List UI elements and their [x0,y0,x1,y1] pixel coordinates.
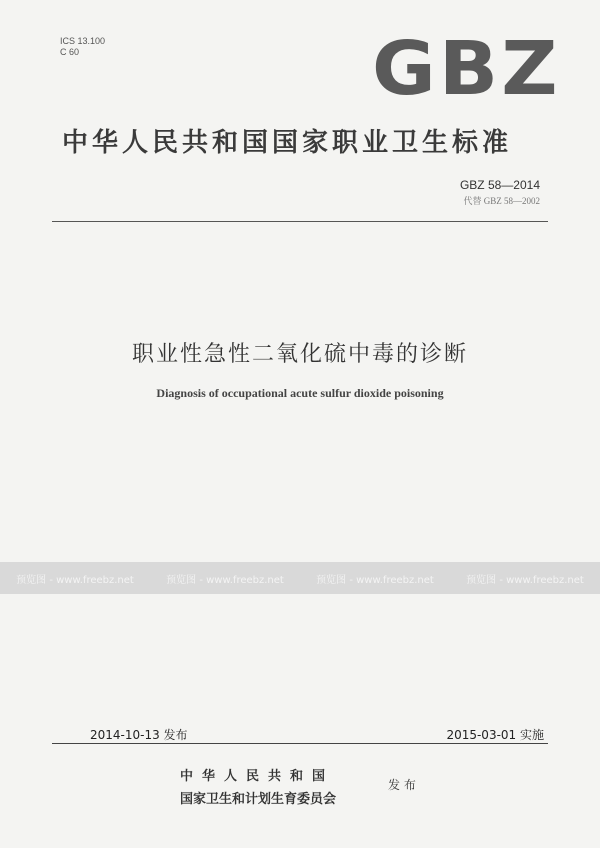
document-title-english: Diagnosis of occupational acute sulfur dioxide poisoning [156,386,444,400]
top-divider [52,221,548,222]
watermark-text: 预览图 - www.freebz.net [316,574,434,586]
gbz-logo: GBZ [372,26,561,112]
ics-code: ICS 13.100 [60,36,106,46]
issuer-line-1: 中华人民共和国 [180,769,335,784]
classification-codes [60,36,105,58]
watermark-text: 预览图 - www.freebz.net [466,574,584,586]
watermark-text: 预览图 - www.freebz.net [166,574,284,586]
standard-number: GBZ 58—2014 [459,178,540,192]
ccs-code: C 60 [60,47,80,57]
bottom-divider [52,743,548,744]
organization-title: 中华人民共和国国家职业卫生标准 [62,128,513,158]
watermark-band [0,562,600,594]
issuer-line-2: 国家卫生和计划生育委员会 [180,792,337,807]
implementation-date: 2015-03-01 实施 [446,728,544,742]
watermark-text: 预览图 - www.freebz.net [16,574,134,586]
document-title-chinese: 职业性急性二氧化硫中毒的诊断 [131,342,468,367]
issue-date: 2014-10-13 发布 [90,728,188,742]
issue-action: 发 布 [388,778,416,792]
replaces-standard: 代替 GBZ 58—2002 [463,196,540,206]
issuing-authority [180,765,336,807]
